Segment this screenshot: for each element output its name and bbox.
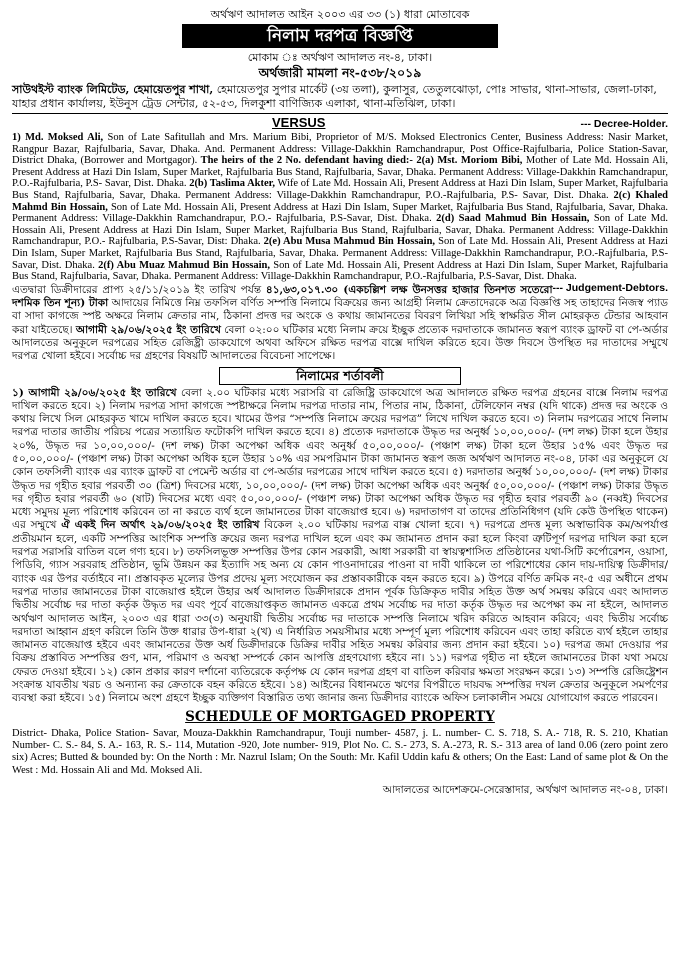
notice-paragraph — [12, 281, 668, 364]
bank-address: হেমায়েতপুর সুপার মার্কেট (৩য় তলা), কুলাসুর, তেতুলঝোড়া, পোঃ সাভার, থানা-সাভার, জেলা-ঢাকা, যাহার প্রধান কার্যালয়, ইউনুস ট্রেড সেন্টার, ৫২-৫৩, দিলকুশা বাণিজ্যিক এলাকা, থানা-মতিঝিল, ঢাকা। — [12, 83, 657, 110]
schedule-text: District- Dhaka, Police Station- Savar, Mouza-Dakkhin Ramchandrapur, Touji number- 4587, j. L. number- C. S. 718, S. A.- 718, R. S. 210, Khatian Number- C. S.- 84, S. A.- 163, R. S.- 114, Mutation -920, Jote number- 919, Plot No. C. S.- 273, S. A.-273, R. S.- 313 area of land 0.06 (zero point zero six) Acres; Butted & bounded by: On the North : Mr. Nazrul Islam; On the South: Mr. Kafil Uddin kafu & others; On the East: Land of same plot & On the West : Md. Hossain Ali and Md. Moksed Ali. — [12, 727, 668, 776]
court-line: মোকাম ঃ অর্থঋণ আদালত নং-৪, ঢাকা। — [247, 51, 433, 64]
decree-holder-label: --- Decree-Holder. — [580, 118, 668, 130]
notice-body-1: আদায়ের নিমিত্তে নিম্ন তফসিল বর্ণিত সম্পত্তি নিলামে বিক্রয়ের জন্য আগ্রহী নিলাম ক্রেতাদেরকে অত্র বিজ্ঞপ্তি সহ তাহাদের নিজস্ব প্যাড বা সাদা কাগজে স্পষ্ট অক্ষরে নিলাম ক্রেতার নাম, ঠিকানা প্রদত্ত দর অংকে ও কথায় জামানতের বিবরণ লিখিয়া সহি স্বাক্ষরিত সীল মোহরকৃত টেন্ডার আহবান করা যাইতেছে। — [12, 297, 668, 336]
debtor-2f-name: 2(f) Abu Muaz Mahmud Bin Hossain, — [98, 259, 271, 271]
tender-date: আগামী ২৯/০৬/২০২৫ ইং তারিখে — [75, 323, 221, 336]
notice-body-2: বেলা ০২:০০ ঘটিকার মধ্যে নিলাম ক্রয়ে ইচ্ছুক প্রত্যেক দরদাতাকে জামানত স্বরূপ ব্যাংক ড্রাফট বা পে-অর্ডার আদালতের অনুকূলে দরপত্রের সহিত রেজিষ্ট্রী ডাকযোগে অথবা অফিসে রক্ষিত দরপত্র বাক্সে দাখিল করিতে হবে। উক্ত দিবসে উপস্থিত দর দাতাদের সম্মুখে দরপত্র খোলা হইবে। সর্বোচ্চ দর গ্রহণের বিষয়টি আদালতের বিবেচনা সাপেক্ষে। — [12, 323, 668, 363]
debtor-2f-text: Son of Late Md. Hossain Ali, Present Address at Hazi Din Islam, Super Market, Rajfulbaria Bus Stand, Rajfulbaria, Savar, Dhaka. Permanent Address: Village-Dakkhin Ramchandrapur, P.O.-Rajfulbaria, P.S-Savar, Dist. Dhaka. — [12, 259, 669, 283]
versus-label: VERSUS — [272, 115, 326, 130]
schedule-title: SCHEDULE OF MORTGAGED PROPERTY — [185, 708, 495, 725]
decree-holder-bank — [12, 83, 668, 110]
debtor-1-text: Son of Late Safitullah and Mrs. Marium Bibi, Proprietor of M/S. Moksed Electronics Center, Business Address: Nasir Market, Rangpur Bazar, Rajfulbaria, Savar, Dhaka. And. Permanent Address: Village-Dakkhin Ramchandrapur, Post Office-Rajfulbaria, Police Station-Savar, District Dhaka, (Borrower and Mortgagor). — [12, 132, 668, 167]
terms-paragraph — [12, 387, 668, 706]
debtor-1-name: 1) Md. Moksed Ali, — [12, 132, 104, 143]
notice-intro: এতদ্বারা ডিক্রীদারের প্রাপ্য ২৫/১১/২০১৯ ইং তারিখ পর্যন্ত — [12, 283, 266, 296]
debtor-2d-text: Son of Late Md. Hossain Ali, Present Address at Hazi Din Islam, Super Market, Rajfulbaria Bus Stand, Rajfulbaria, Savar, Dhaka. Permanent Address: Village-Dakkhin Ramchandrapur, P.O.- Rajfulbaria, P.S-Savar, Dist: Dhaka. — [12, 213, 669, 248]
debtor-2a-text: Mother of Late Md. Hossain Ali, Present Address at Hazi Din Islam, Super Market, Rajfulbaria Bus Stand, Rajfulbaria, Savar, Dhaka. Permanent Address: Village-Dakkhin Ramchandrapur, P.O.-Rajfulbaria, P.S- Savar, Dist. Dhaka. — [12, 155, 668, 190]
term-6-date: ঐ একই দিন অর্থাৎ ২৯/০৬/২০২৫ ইং তারিখ — [61, 519, 260, 532]
debtor-2b-text: Wife of Late Md. Hossain Ali, Present Address at Hazi Din Islam, Super Market, Rajfulbaria Bus Stand, Rajfulbaria, Savar, Dhaka. Permanent Address: Village-Dakkhin Ramchandrapur, P.O.-Rajfulbaria, P.S- Savar, Dist. Dhaka. — [12, 178, 669, 201]
debtor-2e-text: Son of Late Md. Hossain Ali, Present Address at Hazi Din Islam, Super Market, Rajfulbaria Bus Stand, Rajfulbaria, Savar, Dhaka. Permanent Address: Village-Dakkhin Ramchandrapur, P.O.-Rajfulbaria, P.S-Savar, Dist. Dhaka. — [12, 236, 668, 271]
debtor-2a-name: 2(a) Mst. Moriom Bibi, — [416, 155, 523, 167]
terms-heading: নিলামের শর্তাবলী — [219, 367, 461, 385]
debtor-2d-name: 2(d) Saad Mahmud Bin Hossain, — [436, 213, 590, 225]
bank-name: সাউথইস্ট ব্যাংক লিমিটেড, হেমায়েতপুর শাখা, — [12, 83, 214, 96]
debtor-2c-text: Son of Late Md. Hossain Ali, Present Address at Hazi Din Islam, Super Market, Rajfulbaria Bus Stand, Rajfulbaria, Savar, Dhaka. Permanent Address: Village-Dakkhin Ramchandrapur, P.O.- Rajfulbaria, P.S-Savar, Dist. Dhaka. — [12, 201, 668, 225]
heirs-heading: The heirs of the 2 No. defendant having died:- — [197, 155, 417, 167]
term-1-date: ১) আগামী ২৯/০৬/২০২৫ ইং তারিখে — [12, 386, 177, 399]
debtor-2e-name: 2(e) Abu Musa Mahmud Bin Hossain, — [263, 236, 436, 248]
case-number: অর্থজারী মামলা নং-৫৩৮/২০১৯ — [258, 65, 422, 80]
terms-body: বেলা ২.০০ ঘটিকার মধ্যে সরাসরি বা রেজিষ্ট্রি ডাকযোগে অত্র আদালতে রক্ষিত দরপত্র গ্রহনের বাক্সে নিলাম দরপত্র দাখিল করতে হবে। ২) নিলাম দরপত্র সাদা কাগজে স্পষ্টাক্ষরে নিলাম দরপত্র দাতার নাম, পিতার নাম, ঠিকানা, টেলিফোন নম্বর (যদি থাকে) প্রদত্ত দর অংকে ও কথায় লিখে সিল মোহরকৃত খামে দাখিল করতে হবে। খামের উপর “সম্পত্তি নিলামে ক্রয়ের দরপত্র” লিখে দাখিল করতে হবে। ৩) নিলাম দরপত্রের সাথে নিলাম দরপত্র দাতার জাতীয় পরিচয় পত্রের সত্যায়িত ফটোকপি দাখিল করতে হবে। ৪) প্রত্যেক দরদাতাকে উদ্ধৃত দর অনুর্ধ্ব ১০,০০,০০০/- (দশ লক্ষ) টাকা হলে উহার ২০%, উদ্ধৃত দর ১০,০০,০০০/- (দশ লক্ষ) টাকা অপেক্ষা অধিক এবং অনুর্ধ্ব ৫০,০০,০০০/- (পঞ্চাশ লক্ষ) টাকা হলে উহার ১৫% এবং উদ্ধৃত দর ৫০,০০,০০০/- (পঞ্চাশ লক্ষ) টাকা অপেক্ষা অধিক হলে উহার ১০% এর সমপরিমান টাকা জামানত স্বরূপ জজ অর্থঋণ আদালত নং-০৪, ঢাকা এর অনুকূলে যে কোন তফসিলী ব্যাংক এর ব্যাংক ড্রাফট বা পেমেন্ট অর্ডার বা পে-অর্ডার দরপত্রের সাথে দাখিল করতে হবে। ৫) দরদাতার অনুর্ধ্ব ১০,০০,০০০/- (দশ লক্ষ) টাকার উদ্ধৃত দর গৃহীত হবার পরবর্তী ৩০ (ত্রিশ) দিবসের মধ্যে, ১০,০০,০০০/- (দশ লক্ষ) টাকা অপেক্ষা অধিক এবং অনুর্ধ্ব ৫০,০০,০০০/- (পঞ্চাশ লক্ষ) টাকার উদ্ধৃত দর গৃহীত হবার পরবর্তী ৬০ (ষাট) দিবসের মধ্যে এবং ৫০,০০,০০০/- (পঞ্চাশ লক্ষ) টাকা অপেক্ষা অধিক উদ্ধৃত দর গৃহীত হবার পরবর্তী ৯০ (নব্বই) দিবসের মধ্যে সমুদয় মূল্য পরিশোধ করিবেন তা না করতে ব্যর্থ হলে জামানতের টাকা বাজেয়াপ্ত হবে। ৬) দরদাতাগণ বা তাদের প্রতিনিধিগণ (যদি কেউ উপস্থিত থাকেন) এর সম্মুখে — [12, 386, 668, 532]
judgement-debtors-label: --- Judgement-Debtors. — [552, 281, 668, 294]
debtor-2c-name: 2(c) Khaled Mahmd Bin Hossain, — [12, 189, 668, 213]
act-line: অর্থঋণ আদালত আইন ২০০৩ এর ৩৩ (১) ধারা মোতাবেক — [210, 8, 470, 21]
signature-line: আদালতের আদেশক্রমে-সেরেস্তাদার, অর্থঋণ আদালত নং-০৪, ঢাকা। — [382, 783, 668, 796]
terms-rest: বিকেল ২.০০ ঘটিকায় দরপত্র বাক্স খোলা হবে। ৭) দরপত্রে প্রদত্ত মূল্য অস্বাভাবিক কম/অপর্যাপ্ত প্রতীয়মান হলে, একটি সম্পত্তির আংশিক সম্পত্তি ক্রয়ের জন্য দরপত্র দাখিল হলে এবং কম জামানত প্রদান করা হলে কিংবা ত্রুটিপূর্ণ দরপত্র দাখিল করা হলে দরপত্র সরাসরি বাতিল বলে গণ্য হবে। ৮) তফসিলভূক্ত সম্পত্তির উপর কোন সরকারী, আধা সরকারী বা স্বায়ত্বশাসিত প্রতিষ্ঠানের যথা-সিটি কর্পোরেশন, ওয়াসা, পিডিবি, গ্যাস সরবরাহ প্রতিষ্ঠান, ভূমি উন্নয়ন কর ইত্যাদি সহ অন্য যে কোন পাওনাদারের পাওনা বা দাবী থাকিলে তা পরিশোধের কোন দায়-দায়িত্ব ডিক্রীদার/ব্যাংক এর উপর বর্তাইবে না। প্রস্তাবকৃত মূল্যের উপর প্রদেয় মূল্য সংযোজন কর প্রস্তাবকারীকে বহন করতে হবে। ৯) উপরে বর্ণিত ক্রমিক নং-৫ এর অধীনে প্রথম দরপত্র দাতার জামানতের টাকা বাজেয়াপ্ত হইলে উহার অর্ধ আদালত ডিক্রীদারকে প্রদান পূর্বক ডিক্রিকৃত দাবীর সহিত উক্ত অর্থ সমন্বয় করিবে এবং আদালত দ্বিতীয় সর্বোচ্চ দর দাতা কর্তৃক উদ্ধৃত দর এবং পূর্বে বাজেয়াপ্তকৃত জামানত একত্রে প্রথম সর্বোচ্চ দর দাতা কর্তৃক উদ্ধৃত দর অপেক্ষা কম না হইলে, আদালত অর্থঋণ আদালত আইন, ২০০৩ এর ধারা ৩৩(৩) অনুযায়ী দ্বিতীয় সর্বোচ্চ দর দাতাকে সম্পত্তি নিলামে খরিদ করিতে আহবান করিবে; এবং দ্বিতীয় সর্বোচ্চ দরদাতা আহ্বান গ্রহণ করিলে তিনি উক্ত ধারার উপ-ধারা ২(খ) এ নির্ধারিত সময়সীমার মধ্যে সম্পূর্ণ মূল্য পরিশোধ করিবেন এবং তাহা করিতে ব্যর্থ হইলে তাহার জামানত বাজেয়াপ্ত হইবে এবং জামানতের উক্ত অর্ধ ডিক্রীদারকে ডিক্রির দাবীর সহিত সমন্বয় করিবার জন্য প্রদান করা হইবে। ১০) দরপত্র জমা দেওয়ার পর বিক্রয় প্রস্তাবিত সম্পত্তির গুণ, মান, পরিমাণ ও অবস্থা সম্পর্কে কোন আপত্তি গ্রহণযোগ্য হইবে না। ১১) দরপত্র গৃহীত না হইলে জামানতের টাকা যথা সময়ে ফেরত দেওয়া হইবে। ১২) কোন প্রকার কারণ দর্শানো ব্যতিরেকে কর্তৃপক্ষ যে কোন দরপত্র গ্রহণ বা বাতিল করিবার ক্ষমতা সংরক্ষন করে। ১৩) সম্পত্তি রেজিষ্ট্রেশন সংক্রান্ত যাবতীয় খরচ ও অন্যান্য কর ক্রেতাকে বহন করিতে হইবে। ১৪) আইনের বিধানমতে ঋণের বিপরীতে দায়বদ্ধ সম্পত্তির দখল ক্রেতার অনুকূলে সমর্পণের ব্যবস্থা করা হইবে। ১৫) নিলামে অংশ গ্রহণে ইচ্ছুক ব্যক্তিগণ বিস্তারিত তথ্য জানার জন্য ডিক্রীদার ব্যাংকে অফিস চলাকালীন সময়ে যোগাযোগ করতে পারবেন। — [12, 519, 668, 705]
versus-row — [12, 113, 668, 130]
debtor-2b-name: 2(b) Taslima Akter, — [189, 178, 275, 190]
claim-amount: ৪১,৬৩,০১৭.৩০ (একচল্লিশ লক্ষ উনসত্তর হাজার তিনশত সতেরো দশমিক তিন শূন্য) টাকা — [12, 283, 553, 310]
notice-title: নিলাম দরপত্র বিজ্ঞপ্তি — [182, 24, 498, 48]
